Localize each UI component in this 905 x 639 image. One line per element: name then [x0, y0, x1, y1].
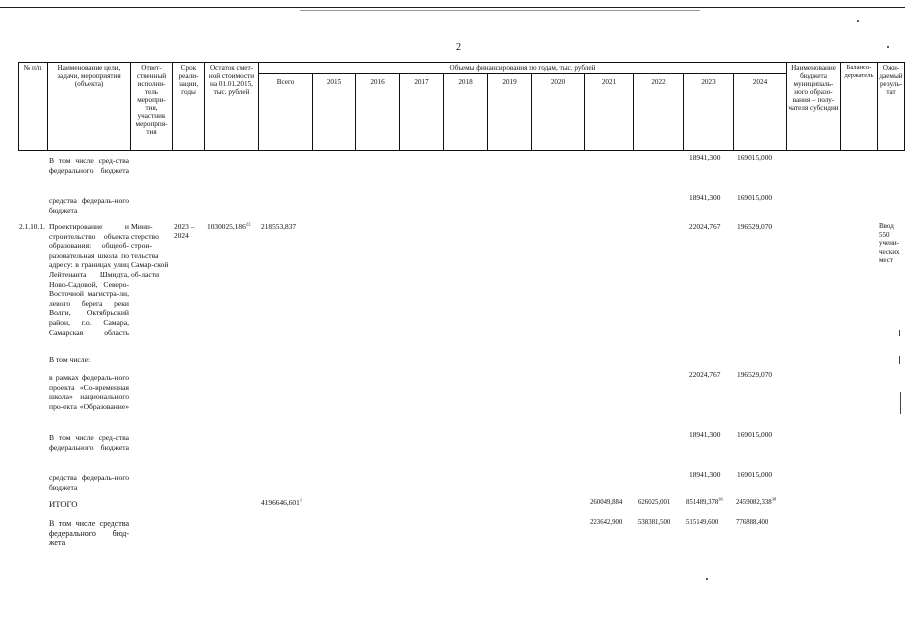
row-remaining-cost: 1030025,186$^{22}$ [207, 221, 251, 231]
row-value-2024: 169015,000 [737, 193, 773, 202]
row-value-2023: 18941,300 [689, 153, 721, 162]
row-executor: Мини-стерство строи-тельства Самар-ской об-ласти [131, 222, 169, 279]
header-col-volumes: Объемы финансирования по годам, тыс. рублей [449, 64, 596, 72]
row-value-2024: 169015,000 [737, 153, 773, 162]
totals-label: ИТОГО [49, 499, 78, 509]
federal-label: В том числе средства федерального бюд-жета [49, 519, 129, 548]
scan-speck [706, 578, 708, 580]
row-name: В том числе сред-ства федерального бюджета [49, 433, 129, 452]
header-col-total: Всего [276, 78, 295, 86]
header-col-holder: Балансо-держатель [844, 64, 874, 79]
totals-2024: 2459082,338$^{38}$ [736, 496, 777, 506]
row-name: в рамках федераль-ного проекта «Со-временная школа» национального про-екта «Образование» [49, 373, 129, 411]
scan-mark [900, 392, 901, 414]
header-year: 2018 [458, 78, 473, 86]
row-value-2023: 18941,300 [689, 193, 721, 202]
row-name: В том числе: [49, 355, 91, 364]
row-name: Проектирование и строительство объекта образования: общеоб-разовательная школа по адресу: в границах улиц Лейтенанта Шмидта, Ново-Садовой, Северо-Восточной магистра-ли, левого берега реки Волги, Октябрьский район, г.о. Самара, Самарская область [49, 222, 129, 337]
top-rule [0, 7, 905, 8]
federal-2022: 538381,500 [638, 519, 671, 526]
header-year: 2021 [601, 78, 617, 86]
scan-speck [857, 20, 859, 22]
top-rule-secondary [300, 10, 700, 11]
row-value-2024: 169015,000 [737, 470, 773, 479]
header-year: 2019 [502, 78, 517, 86]
row-number: 2.1.10.1. [19, 222, 45, 231]
header-year: 2016 [370, 78, 385, 86]
row-value-2023: 22024,767 [689, 370, 721, 379]
row-name: В том числе сред-ства федерального бюджета [49, 156, 129, 175]
header-year: 2023 [701, 78, 716, 86]
header-year: 2017 [414, 78, 429, 86]
row-value-2024: 169015,000 [737, 430, 773, 439]
header-col-result: Ожи-даемый резуль-тат [879, 64, 903, 96]
row-value-2023: 22024,767 [689, 222, 721, 231]
header-col-number: № п/п [23, 64, 42, 72]
scan-mark [899, 356, 900, 364]
scan-mark [899, 330, 900, 336]
totals-2021: 260049,884 [590, 499, 623, 506]
row-total: 218553,837 [261, 222, 297, 231]
header-col-name: Наименование цели, задачи, мероприятия (объекта) [57, 64, 121, 88]
header-col-budget: Наименование бюджета муниципаль-ного образо-вания – полу-чателя субсидии [788, 64, 839, 112]
row-name: средства федераль-ного бюджета [49, 196, 129, 215]
totals-total: 4196646,601$^1$ [261, 497, 303, 507]
row-name: средства федераль-ного бюджета [49, 473, 129, 492]
header-col-remaining-cost: Остаток смет-ной стоимости на 01.01.2015, тыс. рублей [208, 64, 255, 96]
totals-2023: 851489,378$^{36}$ [686, 496, 723, 506]
federal-2024: 776888,400 [736, 519, 769, 526]
row-result: Ввод 550 учени-ческих мест [879, 222, 900, 265]
row-value-2024: 196529,070 [737, 370, 773, 379]
header-year: 2020 [550, 78, 566, 86]
row-value-2023: 18941,300 [689, 430, 721, 439]
header-year: 2015 [326, 78, 342, 86]
header-col-executor: Ответ-ственный исполни-тель меропри-тия, участник меропрпя-тия [135, 64, 168, 136]
header-col-term: Срок реали-зации, годы [178, 64, 199, 96]
row-term-to: 2024 [174, 231, 189, 240]
row-value-2023: 18941,300 [689, 470, 721, 479]
page-number: 2 [456, 42, 461, 53]
federal-2021: 223642,900 [590, 519, 623, 526]
row-term-from: 2023 – [174, 222, 195, 231]
federal-2023: 515149,600 [686, 519, 719, 526]
header-year: 2024 [752, 78, 768, 86]
row-value-2024: 196529,070 [737, 222, 773, 231]
totals-2022: 626025,001 [638, 499, 671, 506]
header-year: 2022 [651, 78, 666, 86]
scan-speck [887, 46, 889, 48]
